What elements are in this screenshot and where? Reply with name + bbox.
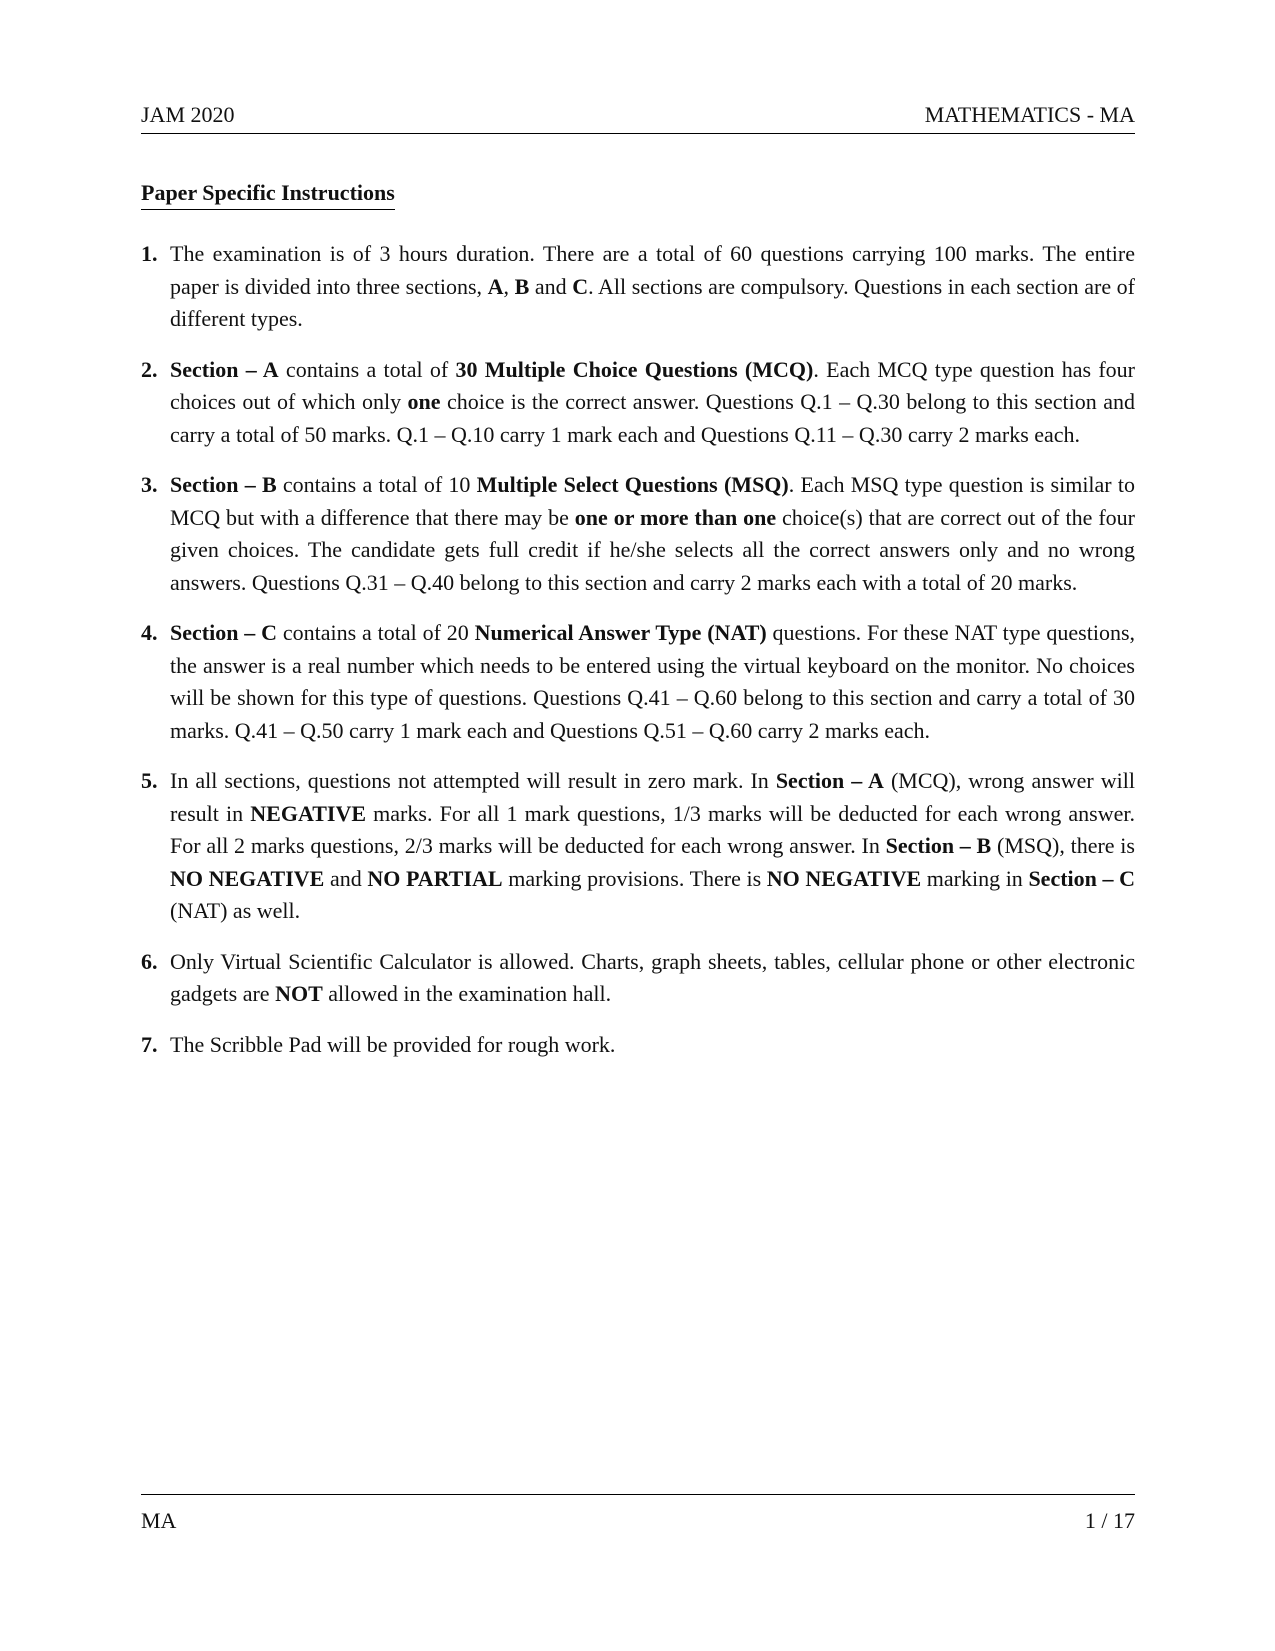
instruction-item (141, 765, 1135, 928)
instruction-text: (MCQ), wrong answer will result in (170, 768, 1135, 826)
page-header (141, 100, 1135, 134)
instruction-bold-text: NO PARTIAL (367, 865, 503, 891)
instruction-item (141, 238, 1135, 336)
instruction-bold-text: Section – C (170, 620, 278, 645)
instruction-bold-text: A (487, 273, 504, 299)
subject-name: MATHEMATICS - MA (924, 102, 1135, 127)
instruction-text: marking provisions. There is (502, 865, 767, 891)
instruction-number: 6. (141, 948, 158, 974)
instructions-list (141, 238, 1135, 1079)
instruction-text: questions. For these NAT type questions, the answer is a real number which needs to be entered using the virtual keyboard on the monitor. No choices will be shown for this type of questions. Questions Q.41 – Q.60 belong to this section and carry a total of 30 marks. Q.41 – Q.50 carry 1 mark each and Questions Q.51 – Q.60 carry 2 marks each. (170, 620, 1136, 743)
instruction-item (141, 469, 1135, 599)
instruction-number: 2. (141, 356, 158, 382)
instruction-bold-text: Section – B (885, 833, 992, 858)
instruction-bold-text: NOT (275, 981, 323, 1006)
instruction-text: The examination is of 3 hours duration. There are a total of 60 questions carrying 100 marks. The entire paper is divided into three sections, (170, 241, 1135, 299)
instruction-bold-text: 30 Multiple Choice Questions (MCQ) (455, 356, 814, 382)
paper-code: MA (141, 1508, 177, 1533)
page-footer (141, 1494, 1135, 1535)
instruction-text: In all sections, questions not attempted will result in zero mark. In (170, 768, 776, 793)
instruction-text: . Each MSQ type question is similar to MCQ but with a difference that there may be (170, 472, 1135, 530)
instruction-bold-text: C (572, 273, 589, 299)
instruction-bold-text: Section – A (775, 768, 884, 793)
instruction-bold-text: Section – C (1028, 865, 1136, 891)
instruction-item (141, 946, 1135, 1011)
instruction-bold-text: one (407, 389, 441, 414)
instruction-bold-text: one or more than one (574, 504, 777, 530)
instruction-bold-text: Numerical Answer Type (NAT) (474, 620, 767, 645)
instruction-text: choice(s) that are correct out of the four given choices. The candidate gets full credit if he/she selects all the correct answers only and no wrong answers. Questions Q.31 – Q.40 belong to this section and carry 2 marks each with a total of 20 marks. (170, 504, 1135, 595)
instruction-bold-text: B (514, 273, 530, 299)
instruction-text: , (503, 273, 515, 299)
instruction-text: allowed in the examination hall. (322, 981, 612, 1006)
instruction-text: Only Virtual Scientific Calculator is allowed. Charts, graph sheets, tables, cellular phone or other electronic gadgets are (170, 948, 1135, 1006)
instruction-bold-text: Multiple Select Questions (MSQ) (476, 472, 789, 497)
instruction-bold-text: Section – A (170, 356, 279, 382)
instruction-text: choice is the correct answer. Questions Q.1 – Q.30 belong to this section and carry a total of 50 marks. Q.1 – Q.10 carry 1 mark each and Questions Q.11 – Q.30 carry 2 marks each. (170, 389, 1135, 447)
page-number: 1 / 17 (1084, 1508, 1135, 1533)
instruction-text: (NAT) as well. (170, 898, 301, 923)
instruction-text: contains a total of 10 (276, 472, 477, 497)
instruction-text: marking in (921, 865, 1029, 891)
instruction-number: 7. (141, 1031, 158, 1057)
instruction-number: 3. (141, 472, 158, 497)
instruction-text: . All sections are compulsory. Questions in each section are of different types. (170, 273, 1136, 331)
instruction-bold-text: NO NEGATIVE (766, 865, 922, 891)
instruction-text: contains a total of 20 (277, 620, 475, 645)
instruction-text: The Scribble Pad will be provided for rough work. (170, 1031, 616, 1057)
instruction-item (141, 617, 1135, 747)
instruction-text: (MSQ), there is (991, 833, 1135, 858)
instruction-bold-text: Section – B (170, 472, 277, 497)
instruction-item (141, 1029, 1135, 1062)
instruction-text: contains a total of (278, 356, 456, 382)
instruction-bold-text: NEGATIVE (250, 800, 367, 826)
instructions-title: Paper Specific Instructions (141, 180, 395, 210)
instruction-text: and (529, 273, 573, 299)
instruction-text: marks. For all 1 mark questions, 1/3 marks will be deducted for each wrong answer. For all 2 marks questions, 2/3 marks will be deducted for each wrong answer. In (170, 800, 1135, 858)
instruction-number: 4. (141, 620, 158, 645)
instruction-text: and (324, 865, 368, 891)
instruction-number: 1. (141, 241, 158, 266)
instruction-bold-text: NO NEGATIVE (170, 865, 325, 891)
instruction-item (141, 354, 1135, 452)
exam-name: JAM 2020 (141, 102, 235, 127)
instruction-number: 5. (141, 768, 158, 793)
instruction-text: . Each MCQ type question has four choices out of which only (170, 356, 1135, 414)
